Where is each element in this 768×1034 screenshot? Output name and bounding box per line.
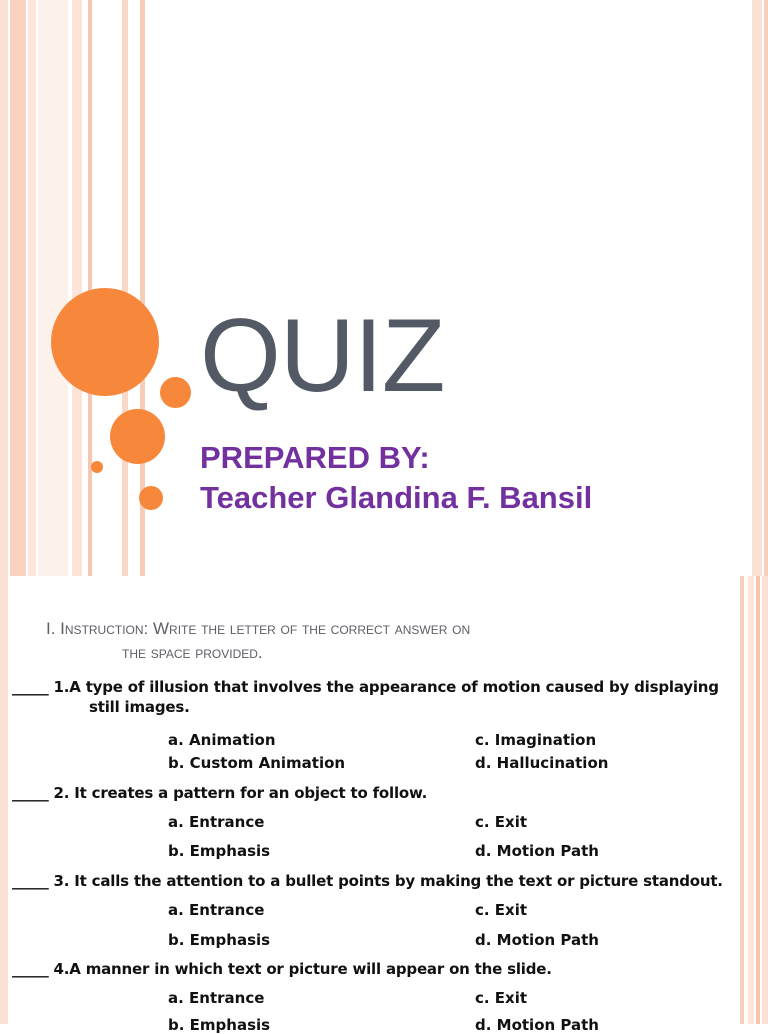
option-c: c. Imagination <box>475 731 597 749</box>
question-text-continued: still images. <box>89 698 190 716</box>
decorative-stripe <box>122 0 128 576</box>
decorative-stripe <box>72 0 82 576</box>
question-text: A manner in which text or picture will appear on the slide. <box>69 960 552 978</box>
decorative-stripe <box>0 576 8 1024</box>
decorative-stripe <box>88 0 92 576</box>
decorative-stripe <box>0 0 8 576</box>
teacher-name: Teacher Glandina F. Bansil <box>200 480 593 515</box>
decorative-stripe <box>38 0 68 576</box>
option-a: a. Animation <box>168 731 276 749</box>
answer-blank: _____ 2. <box>12 784 70 802</box>
orange-circle-decoration <box>139 486 163 510</box>
instruction-line: the space provided. <box>122 643 263 662</box>
option-b: b. Emphasis <box>168 842 271 860</box>
answer-blank: _____ 4. <box>12 960 70 978</box>
slide-title: QUIZ <box>200 298 445 414</box>
decorative-stripe <box>764 0 768 576</box>
question-text: A type of illusion that involves the appearance of motion caused by displaying <box>69 678 719 696</box>
decorative-stripe <box>10 0 26 576</box>
decorative-stripe <box>762 576 768 1024</box>
question-4 <box>12 960 747 978</box>
decorative-stripe <box>756 576 760 1024</box>
question-text: It calls the attention to a bullet points by making the text or picture standout. <box>69 872 723 890</box>
option-d: d. Motion Path <box>475 931 599 949</box>
instruction-text <box>46 617 666 665</box>
orange-circle-decoration <box>110 409 165 464</box>
option-a: a. Entrance <box>168 989 265 1007</box>
decorative-stripe <box>748 576 754 1024</box>
question-3 <box>12 872 747 890</box>
question-2 <box>12 784 747 802</box>
option-c: c. Exit <box>475 989 528 1007</box>
option-d: d. Motion Path <box>475 842 599 860</box>
instruction-line: I. Instruction: Write the letter of the correct answer on <box>46 619 471 638</box>
option-d: d. Motion Path <box>475 1016 599 1034</box>
orange-circle-decoration <box>160 377 191 408</box>
orange-circle-decoration <box>91 461 103 473</box>
option-c: c. Exit <box>475 813 528 831</box>
answer-blank: _____ 3. <box>12 872 70 890</box>
option-d: d. Hallucination <box>475 754 609 772</box>
decorative-stripe <box>752 0 762 576</box>
option-a: a. Entrance <box>168 901 265 919</box>
answer-blank: _____ 1. <box>12 678 70 696</box>
orange-circle-decoration <box>51 288 159 396</box>
question-text: It creates a pattern for an object to follow. <box>69 784 428 802</box>
question-1 <box>12 678 747 716</box>
option-b: b. Emphasis <box>168 1016 271 1034</box>
option-b: b. Emphasis <box>168 931 271 949</box>
option-c: c. Exit <box>475 901 528 919</box>
option-b: b. Custom Animation <box>168 754 346 772</box>
prepared-by-label: PREPARED BY: <box>200 440 430 475</box>
option-a: a. Entrance <box>168 813 265 831</box>
decorative-stripe <box>28 0 36 576</box>
